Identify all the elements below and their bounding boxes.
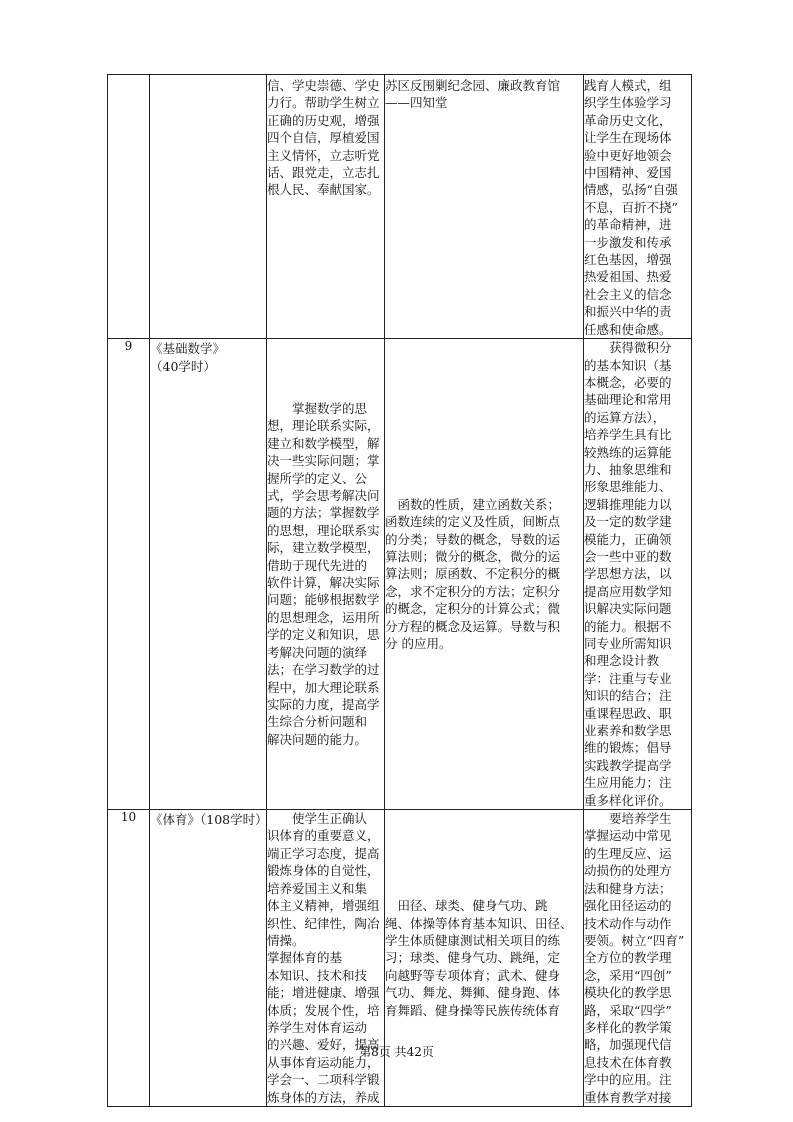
teaching-method-cell	[584, 810, 692, 1107]
teaching-method-cell	[584, 75, 692, 339]
teaching-method-cell	[584, 339, 692, 810]
course-content-cell	[385, 75, 584, 339]
course-goal-cell	[267, 339, 385, 810]
teaching-method-text: 要培养学生 掌握运动中常见 的生理反应、运 动损伤的处理方 法和健身方法； 强化田径运动的 技术动作与动作 要领。树立“四育” 全方位的教学理 念，采用“四创” 模块化的教学思 路，采取“四学” 多样化的教学策 略，加强现代信 息技术在体育教 学中的应用。注 重体育教学对接	[584, 811, 685, 1105]
table-row	[108, 339, 692, 810]
course-name-cell	[150, 810, 267, 1107]
course-name-cell	[150, 75, 267, 339]
teaching-method-text: 践育人模式，组 织学生体验学习 革命历史文化， 让学生在现场体 验中更好地领会 中国精神、爱国 情感，弘扬“自强 不息，百折不挠” 的革命精神，进 一步激发和传承 红色基因，增强 热爱祖国、热爱 社会主义的信念 和振兴中华的责 任感和使命感。	[584, 78, 678, 337]
course-content-text: 田径、球类、健身气功、跳 绳、体操等体育基本知识、田径、 学生体质健康测试相关项目的练 习；球类、健身气功、跳绳，定 向越野等专项体育；武术、健身 气功、舞龙、舞狮、健身跑、体 育舞蹈、健身操等民族传统体育	[385, 898, 573, 1018]
course-goal-text: 使学生正确认 识体育的重要意义， 端正学习态度，提高 锻炼身体的自觉性， 培养爱国主义和集 体主义精神，增强组 织性、纪律性，陶冶 情操。 掌握体育的基 本知识、技术和技 能；增进健康、增强 体质；发展个性，培 养学生对体育运动 的兴趣、爱好，提高 从事体育运动能力， 学会一、二项科学锻 炼身体的方法，养成	[267, 811, 380, 1105]
page-footer: 第8页 共42页	[359, 1045, 434, 1059]
course-index-cell: 10	[108, 810, 150, 1107]
course-index-cell	[108, 75, 150, 339]
course-content-text: 苏区反围剿纪念园、廉政教育馆 ——四知堂	[385, 78, 561, 111]
course-goal-text: 掌握数学的思 想，理论联系实际， 建立和数学模型，解 决一些实际问题；掌 握所学的定义、公 式，学会思考解决问 题的方法；掌握数学 的思想，理论联系实 际，建立数学模型， 借助于现代先进的 软件计算，解决实际 问题；能够根据数学 的思想理念，运用所 学的定义和知识，思 考解决问题的演绎 法；在学习数学的过 程中，加大理论联系 实际的力度，提高学 生综合分析问题和 解决问题的能力。	[267, 401, 380, 747]
course-goal-cell	[267, 75, 385, 339]
table-row	[108, 75, 692, 339]
course-name-text: 《基础数学》 （40学时）	[150, 341, 226, 375]
course-name-cell	[150, 339, 267, 810]
course-content-cell	[385, 339, 584, 810]
course-content-text: 函数的性质，建立函数关系； 函数连续的定义及性质，间断点 的分类；导数的概念，导数的运 算法则；微分的概念，微分的运 算法则；原函数、不定积分的概 念，求不定积分的方法；定积分 的概念，定积分的计算公式；微 分方程的概念及运算。导数与积 分 的应用。	[385, 496, 561, 651]
curriculum-table	[107, 74, 692, 1107]
course-name-text: 《体育》（108学时）	[150, 812, 268, 828]
teaching-method-text: 获得微积分 的基本知识（基 本概念，必要的 基础理论和常用 的运算方法）， 培养学生具有比 较熟练的运算能 力、抽象思维和 形象思维能力、 逻辑推理能力以 及一定的数学建 模能力，正确领 会一些中亚的数 学思想方法，以 提高应用数学知 识解决实际问题 的能力。根据不 同专业所需知识 和理念设计教 学：注重与专业 知识的结合；注 重课程思政、职 业素养和数学思 维的锻炼；倡导 实践教学提高学 生应用能力；注 重多样化评价。	[584, 340, 672, 808]
course-goal-text: 信、学史崇德、学史 力行。帮助学生树立 正确的历史观，增强 四个自信，厚植爱国 主义情怀，立志听党 话、跟党走，立志扎 根人民、奉献国家。	[267, 78, 380, 198]
table-row	[108, 810, 692, 1107]
course-goal-cell	[267, 810, 385, 1107]
course-content-cell	[385, 810, 584, 1107]
course-index-cell: 9	[108, 339, 150, 810]
